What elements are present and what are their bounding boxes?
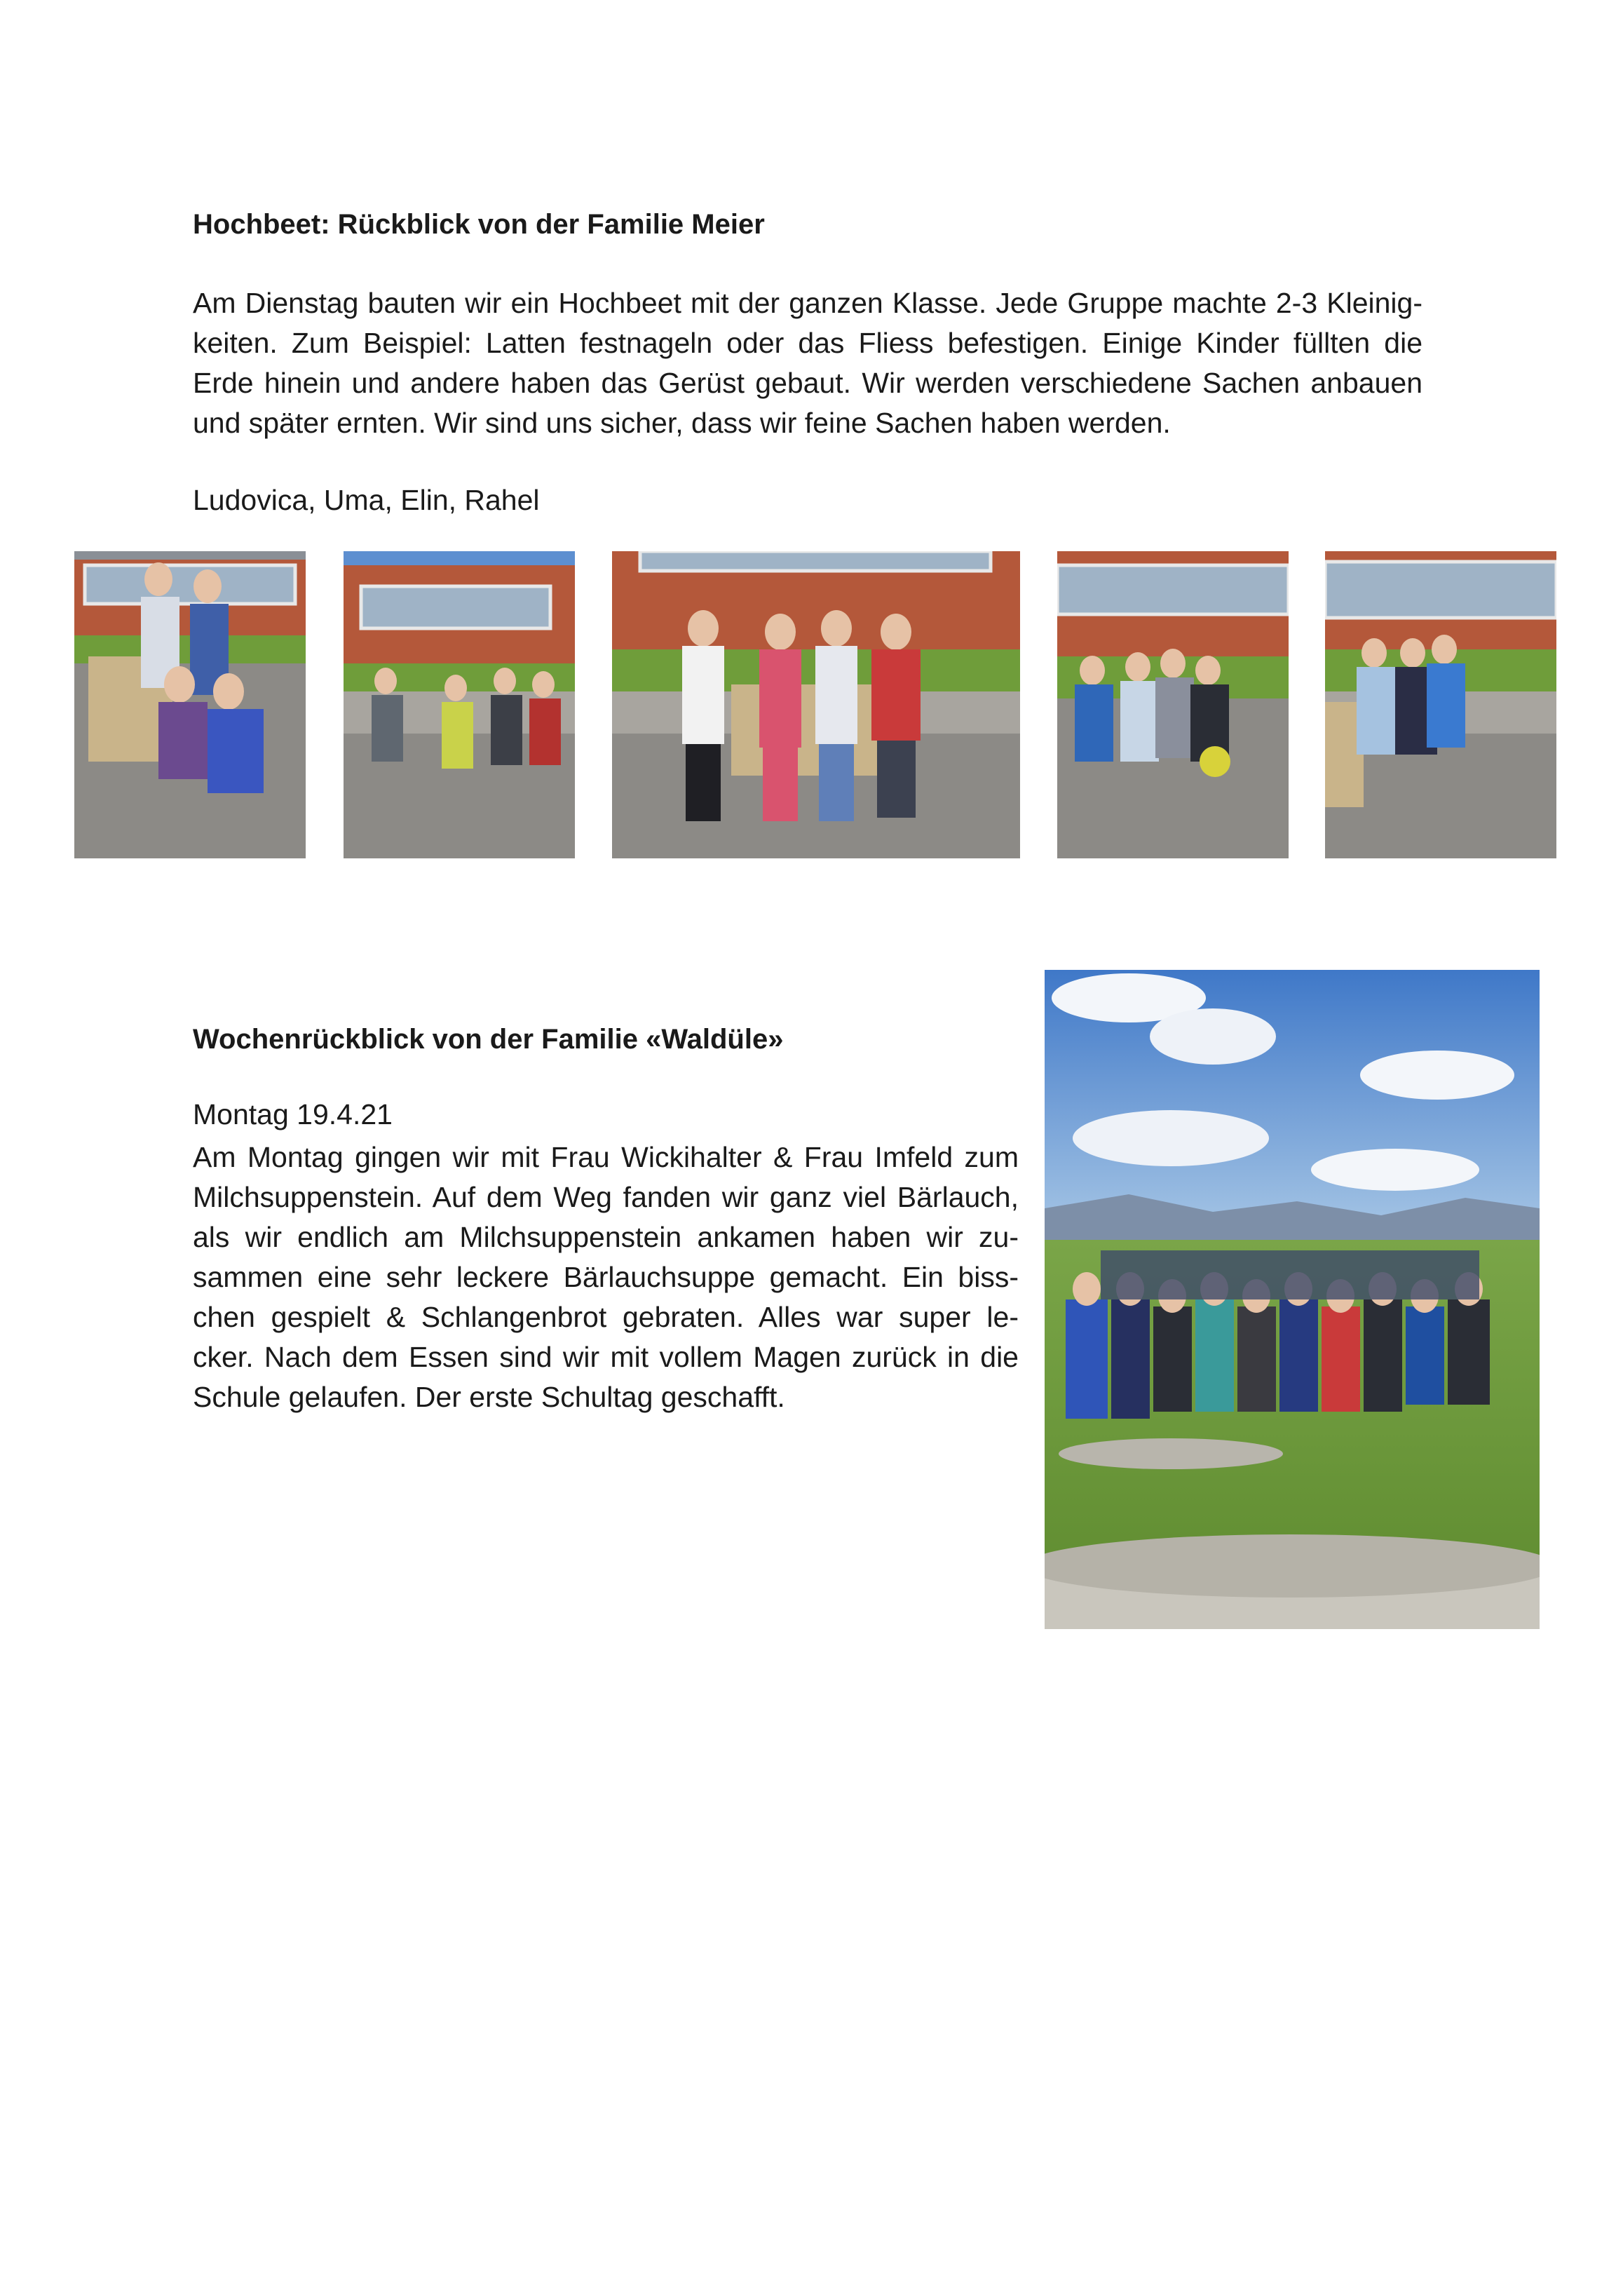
section1-line-4: und später ernten. Wir sind uns sicher, dass wir feine Sachen haben werden. — [193, 407, 1171, 439]
section2-line-5: chen gespielt & Schlangenbrot gebraten. Alles war super le- — [193, 1301, 1019, 1333]
section1-line-1: Am Dienstag bauten wir ein Hochbeet mit der ganzen Klasse. Jede Gruppe machte 2-3 Kleinig- — [193, 287, 1422, 319]
photo-hochbeet-4 — [1057, 551, 1289, 858]
section1-title: Hochbeet: Rückblick von der Familie Meier — [193, 209, 765, 240]
section2-line-1: Am Montag gingen wir mit Frau Wickihalter & Frau Imfeld zum — [193, 1141, 1019, 1173]
photo-hochbeet-2 — [344, 551, 575, 858]
section2-line-2: Milchsuppenstein. Auf dem Weg fanden wir ganz viel Bärlauch, — [193, 1181, 1019, 1213]
section2-paragraph — [193, 1137, 1019, 1417]
photo-group-hike — [1045, 970, 1540, 1629]
photo-hochbeet-3 — [612, 551, 1020, 858]
section2-date: Montag 19.4.21 — [193, 1098, 393, 1130]
section2-line-4: sammen eine sehr leckere Bärlauchsuppe gemacht. Ein biss- — [193, 1261, 1019, 1293]
section1-line-2: keiten. Zum Beispiel: Latten festnageln oder das Fliess befestigen. Einige Kinder füllten die — [193, 327, 1422, 359]
section2-line-3: als wir endlich am Milchsuppenstein ankamen haben wir zu- — [193, 1221, 1019, 1253]
section2-title: Wochenrückblick von der Familie «Waldüle» — [193, 1024, 784, 1055]
section1-line-3: Erde hinein und andere haben das Gerüst gebaut. Wir werden verschiedene Sachen anbauen — [193, 367, 1422, 399]
section1-paragraph — [193, 283, 1422, 443]
photo-hochbeet-5 — [1325, 551, 1556, 858]
section1-authors: Ludovica, Uma, Elin, Rahel — [193, 484, 540, 516]
section2-line-7: Schule gelaufen. Der erste Schultag geschafft. — [193, 1381, 785, 1413]
section2-line-6: cker. Nach dem Essen sind wir mit vollem Magen zurück in die — [193, 1341, 1019, 1373]
photo-hochbeet-1 — [74, 551, 306, 858]
